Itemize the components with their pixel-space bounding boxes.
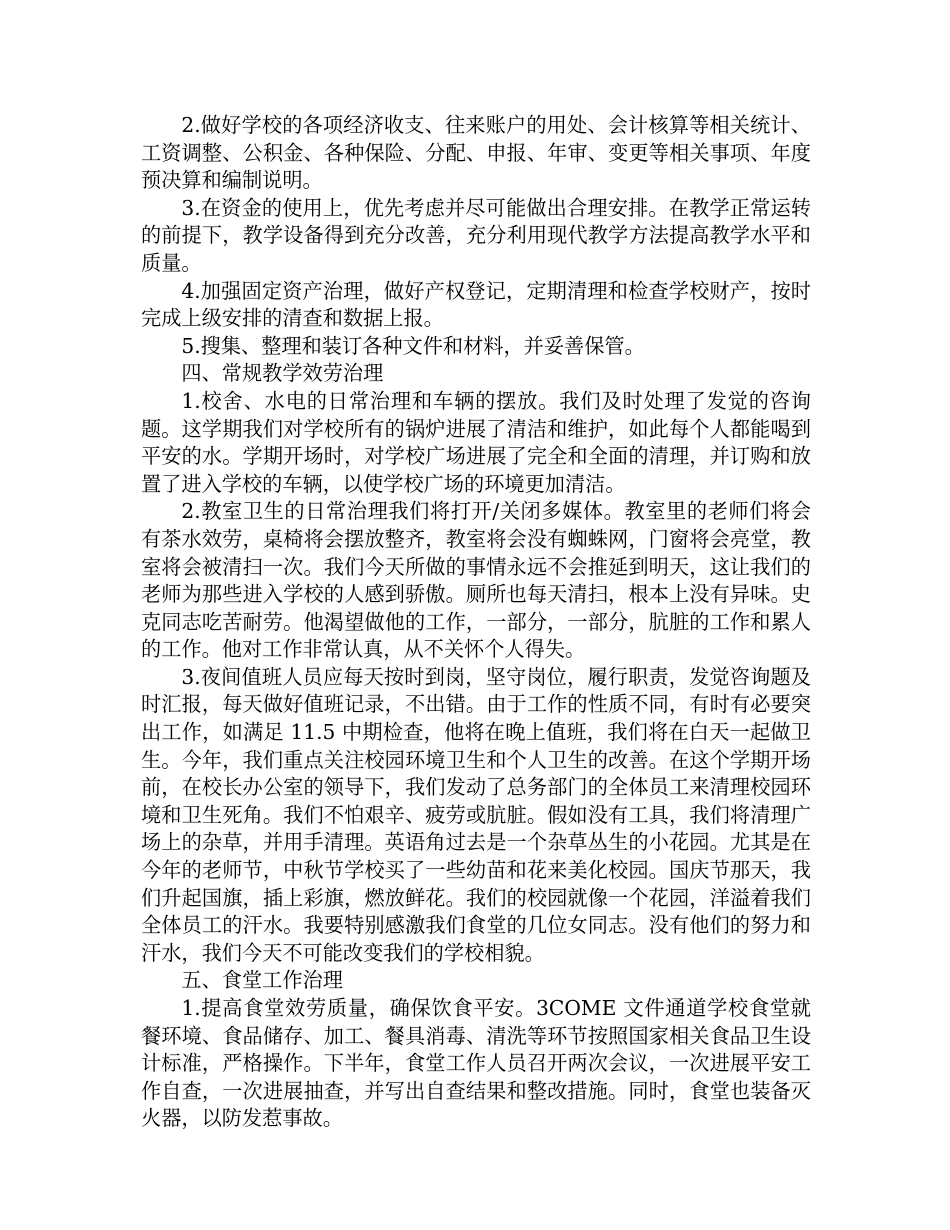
paragraph-finance-5: 5.搜集、整理和装订各种文件和材料，并妥善保管。 — [181, 333, 645, 358]
paragraph-routine-1: 1.校舍、水电的日常治理和车辆的摆放。我们及时处理了发觉的咨询题。这学期我们对学校所有的锅炉进展了清洁和维护，如此每个人都能喝到平安的水。学期开场时，对学校广场进展了完全和全面的清理，并订购和放置了进入学校的车辆，以使学校广场的环境更加清洁。 — [141, 388, 811, 496]
section-heading-5: 五、食堂工作治理 — [181, 968, 343, 993]
section-heading-4: 四、常规教学效劳治理 — [181, 361, 384, 386]
paragraph-finance-4: 4.加强固定资产治理，做好产权登记，定期清理和检查学校财产，按时完成上级安排的清查和数据上报。 — [141, 278, 811, 331]
paragraph-canteen-1: 1.提高食堂效劳质量，确保饮食平安。3COME 文件通道学校食堂就餐环境、食品储存、加工、餐具消毒、清洗等环节按照国家相关食品卫生设计标准，严格操作。下半年，食堂工作人员召开两次会议，一次进展平安工作自查，一次进展抽查，并写出自查结果和整改措施。同时，食堂也装备灭火器，以防发惹事故。 — [141, 996, 811, 1131]
paragraph-finance-2: 2.做好学校的各项经济收支、往来账户的用处、会计核算等相关统计、工资调整、公积金、各种保险、分配、申报、年审、变更等相关事项、年度预决算和编制说明。 — [141, 113, 811, 193]
document-page — [141, 112, 811, 1133]
paragraph-finance-3: 3.在资金的使用上，优先考虑并尽可能做出合理安排。在教学正常运转的前提下，教学设备得到充分改善，充分利用现代教学方法提高教学水平和质量。 — [141, 195, 811, 275]
paragraph-routine-3: 3.夜间值班人员应每天按时到岗，坚守岗位，履行职责，发觉咨询题及时汇报，每天做好值班记录，不出错。由于工作的性质不同，有时有必要突出工作，如满足 11.5 中期检查，他将在晚上值班，我们将在白天一起做卫生。今年，我们重点关注校园环境卫生和个人卫生的改善。在这个学期开场前，在校长办公室的领导下，我们发动了总务部门的全体员工来清理校园环境和卫生死角。我们不怕艰辛、疲劳或肮脏。假如没有工具，我们将清理广场上的杂草，并用手清理。英语角过去是一个杂草丛生的小花园。尤其是在今年的老师节，中秋节学校买了一些幼苗和花来美化校园。国庆节那天，我们升起国旗，插上彩旗，燃放鲜花。我们的校园就像一个花园，洋溢着我们全体员工的汗水。我要特别感激我们食堂的几位女同志。没有他们的努力和汗水，我们今天不可能改变我们的学校相貌。 — [141, 664, 811, 965]
paragraph-routine-2: 2.教室卫生的日常治理我们将打开/关闭多媒体。教室里的老师们将会有茶水效劳，桌椅将会摆放整齐，教室将会没有蜘蛛网，门窗将会亮堂，教室将会被清扫一次。我们今天所做的事情永远不会推延到明天，这让我们的老师为那些进入学校的人感到骄傲。厕所也每天清扫，根本上没有异味。史克同志吃苦耐劳。他渴望做他的工作，一部分，一部分，肮脏的工作和累人的工作。他对工作非常认真，从不关怀个人得失。 — [141, 499, 811, 662]
